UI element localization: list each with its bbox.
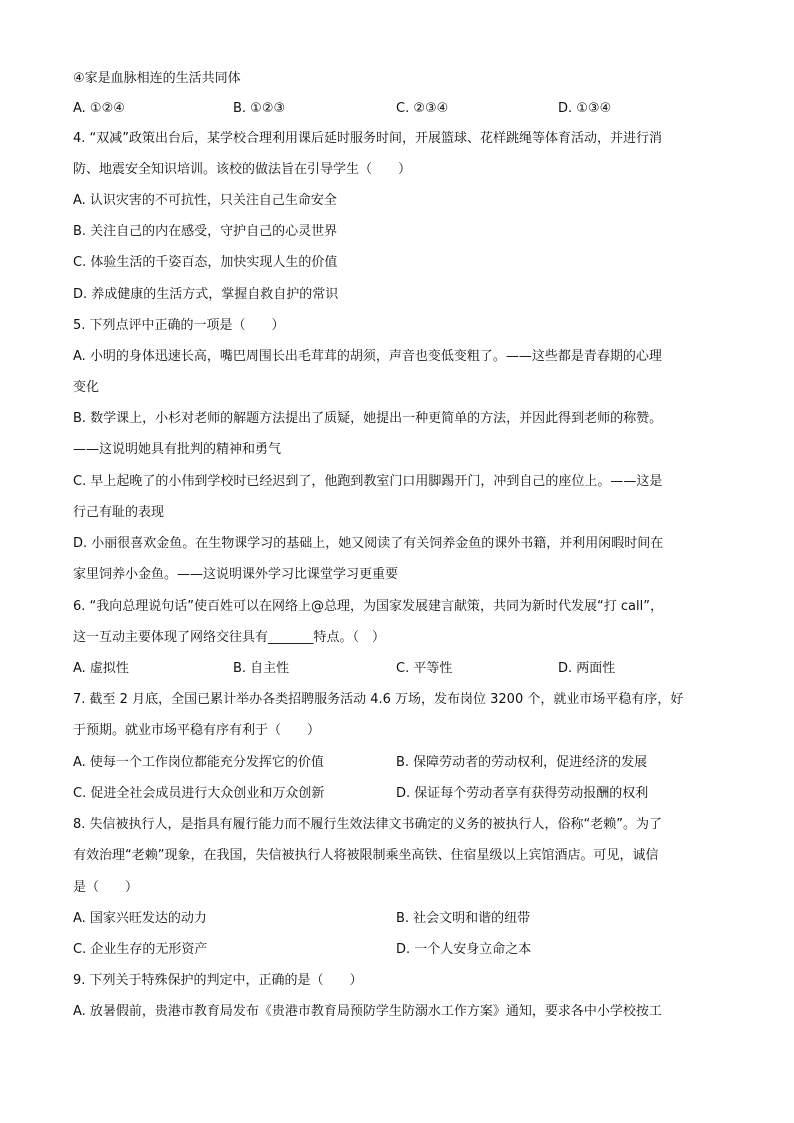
q3-option-b: B. ①②③ (233, 101, 286, 116)
q6-option-a: A. 虚拟性 (73, 661, 129, 676)
q5-option-a-line2: 变化 (73, 380, 100, 395)
q5-stem: 5. 下列点评中正确的一项是（ ） (73, 318, 285, 333)
q7-option-b: B. 保障劳动者的劳动权利，促进经济的发展 (396, 755, 648, 770)
q5-option-b-line1: B. 数学课上，小杉对老师的解题方法提出了质疑，她提出一种更简单的方法，并因此得到老师的称赞。 (73, 411, 663, 426)
q4-stem-line2: 防、地震安全知识培训。该校的做法旨在引导学生（ ） (73, 162, 412, 177)
q4-option-d: D. 养成健康的生活方式，掌握自救自护的常识 (73, 287, 339, 302)
q7-stem-line1: 7. 截至 2 月底，全国已累计举办各类招聘服务活动 4.6 万场，发布岗位 3200 个，就业市场平稳有序，好 (73, 692, 684, 707)
q6-stem-line2: 这一互动主要体现了网络交往具有_______特点。（ ） (73, 630, 386, 645)
q3-option-c: C. ②③④ (396, 101, 449, 116)
q3-option-d: D. ①③④ (558, 101, 612, 116)
q6-option-b: B. 自主性 (233, 661, 290, 676)
q4-option-c: C. 体验生活的千姿百态，加快实现人生的价值 (73, 255, 338, 270)
q8-stem-line2: 有效治理“老赖”现象，在我国，失信被执行人将被限制乘坐高铁、住宿星级以上宾馆酒店。可见，诚信 (73, 848, 659, 863)
q8-option-d: D. 一个人安身立命之本 (396, 942, 532, 957)
q5-option-a-line1: A. 小明的身体迅速长高，嘴巴周围长出毛茸茸的胡须，声音也变低变粗了。——这些都是青春期的心理 (73, 349, 662, 364)
q6-option-d: D. 两面性 (558, 661, 616, 676)
q9-option-a-line1: A. 放暑假前，贵港市教育局发布《贵港市教育局预防学生防溺水工作方案》通知，要求各中小学校按工 (73, 1004, 662, 1019)
q4-option-b: B. 关注自己的内在感受，守护自己的心灵世界 (73, 224, 338, 239)
q3-option-a: A. ①②④ (73, 101, 125, 116)
q7-option-c: C. 促进全社会成员进行大众创业和万众创新 (73, 786, 325, 801)
q8-option-a: A. 国家兴旺发达的动力 (73, 911, 207, 926)
q5-option-c-line1: C. 早上起晚了的小伟到学校时已经迟到了，他跑到教室门口用脚踢开门，冲到自己的座位上。——这是 (73, 474, 663, 489)
q6-stem-line1: 6. “我向总理说句话”使百姓可以在网络上@总理，为国家发展建言献策，共同为新时代发展“打 call”， (73, 599, 663, 614)
q8-stem-line3: 是（ ） (73, 880, 139, 895)
q9-stem: 9. 下列关于特殊保护的判定中，正确的是（ ） (73, 973, 363, 988)
q5-option-c-line2: 行己有耻的表现 (73, 505, 165, 520)
q6-option-c: C. 平等性 (396, 661, 453, 676)
q7-option-a: A. 使每一个工作岗位都能充分发挥它的价值 (73, 755, 324, 770)
q7-stem-line2: 于预期。就业市场平稳有序有利于（ ） (73, 723, 321, 738)
q3-statement-4: ④家是血脉相连的生活共同体 (73, 71, 241, 86)
q5-option-b-line2: ——这说明她具有批判的精神和勇气 (73, 442, 282, 457)
q8-stem-line1: 8. 失信被执行人，是指具有履行能力而不履行生效法律文书确定的义务的被执行人，俗称“老赖”。为了 (73, 817, 663, 832)
q8-option-c: C. 企业生存的无形资产 (73, 942, 208, 957)
q5-option-d-line1: D. 小丽很喜欢金鱼。在生物课学习的基础上，她又阅读了有关饲养金鱼的课外书籍，并利用闲暇时间在 (73, 536, 664, 551)
q8-option-b: B. 社会文明和谐的纽带 (396, 911, 531, 926)
q4-stem-line1: 4. “双减”政策出台后，某学校合理利用课后延时服务时间，开展篮球、花样跳绳等体育活动，并进行消 (73, 131, 663, 146)
q4-option-a: A. 认识灾害的不可抗性，只关注自己生命安全 (73, 193, 337, 208)
q5-option-d-line2: 家里饲养小金鱼。——这说明课外学习比课堂学习更重要 (73, 567, 399, 582)
q7-option-d: D. 保证每个劳动者享有获得劳动报酬的权利 (396, 786, 649, 801)
